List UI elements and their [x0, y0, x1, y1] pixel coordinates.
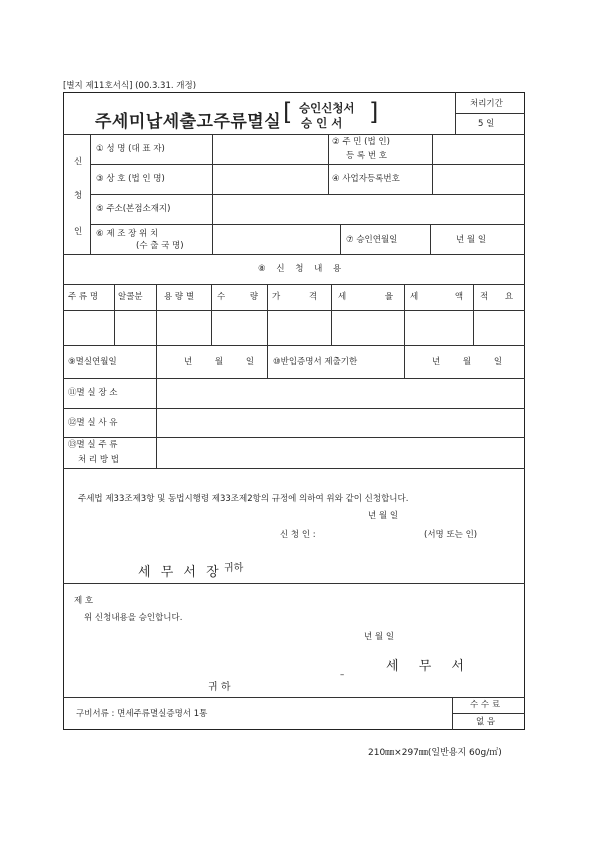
declaration-text: 주세법 제33조제3항 및 동법시행령 제33조제2항의 규정에 의하여 위와 같이 신청합니다. [78, 494, 409, 504]
column-quantity: 수 량 [217, 292, 259, 302]
disposal-method-label-1: ⑬멸 실 주 류 [68, 440, 118, 450]
approval-number-label: 제 호 [74, 596, 94, 606]
approval-office: 세 무 서 [386, 659, 472, 674]
disposal-method-field[interactable] [157, 438, 524, 467]
declaration-date: 년 월 일 [368, 511, 399, 521]
loss-place-label: ⑪멸 실 장 소 [68, 388, 118, 398]
approval-date-value: 년 월 일 [456, 235, 487, 245]
fee-label: 수 수 료 [470, 700, 501, 710]
disposal-method-label-2: 처 리 방 법 [78, 455, 119, 465]
address-field[interactable] [213, 195, 524, 223]
rrn-label-1: ② 주 민 (법 인) [332, 137, 390, 147]
form-number: [별지 제11호서식] (00.3.31. 개정) [63, 81, 197, 91]
factory-location-field[interactable] [213, 225, 339, 253]
applicant-sign-field[interactable] [330, 526, 410, 542]
addressee-honorific: 귀하 [224, 563, 244, 574]
loss-reason-field[interactable] [157, 409, 524, 436]
trade-name-label: ③ 상 호 (법 인 명) [96, 174, 165, 184]
details-row[interactable] [64, 311, 524, 344]
factory-location-label-1: ⑥ 제 조 장 위 치 [96, 229, 159, 239]
column-alcohol: 알콜분 [118, 292, 143, 302]
loss-date-label: ⑨멸실연월일 [68, 357, 117, 367]
applicant-side-label-3: 인 [74, 227, 83, 237]
column-remarks: 적 요 [480, 292, 514, 302]
title-option-approval: 승 인 서 [301, 116, 343, 130]
loss-place-field[interactable] [157, 379, 524, 407]
address-label: ⑤ 주소(본점소재지) [96, 204, 171, 214]
column-tax-amount: 세 액 [410, 292, 464, 302]
title-bracket-right: ] [369, 98, 379, 126]
title-bracket-left: [ [283, 98, 293, 126]
fee-value: 없 음 [476, 717, 496, 727]
trade-name-field[interactable] [213, 165, 327, 193]
approval-date: 년 월 일 [364, 632, 395, 642]
column-tax-rate: 세 율 [338, 292, 394, 302]
rrn-label-2: 등 록 번 호 [346, 151, 387, 161]
processing-label: 처리기간 [470, 99, 503, 109]
attachments-label: 구비서류 : 면세주류멸실증명서 1통 [76, 709, 208, 719]
title-option-application: 승인신청서 [299, 101, 355, 115]
approval-dash: – [340, 670, 345, 680]
deadline-value: 년 월 일 [432, 357, 503, 367]
approval-text: 위 신청내용을 승인합니다. [84, 613, 183, 623]
name-label: ① 성 명 (대 표 자) [96, 144, 165, 154]
rrn-field[interactable] [433, 135, 524, 163]
applicant-side-label-2: 청 [74, 191, 83, 201]
business-number-label: ④ 사업자등록번호 [332, 174, 400, 184]
processing-value: 5 일 [478, 119, 495, 129]
loss-date-value: 년 월 일 [184, 357, 255, 367]
form-title: 주세미납세출고주류멸실 [95, 112, 282, 132]
paper-spec: 210㎜×297㎜(일반용지 60g/㎡) [368, 748, 502, 758]
business-number-field[interactable] [433, 165, 524, 193]
approval-honorific: 귀 하 [208, 682, 231, 693]
applicant-sign-label: 신 청 인 : [280, 530, 316, 540]
loss-reason-label: ⑫멸 실 사 유 [68, 418, 118, 428]
details-heading: ⑧ 신 청 내 용 [258, 264, 346, 274]
column-price: 가 격 [272, 292, 318, 302]
addressee-office: 세 무 서 장 [138, 565, 222, 580]
column-volume: 용 량 별 [164, 292, 195, 302]
sign-or-seal-label: (서명 또는 인) [424, 530, 478, 540]
approval-date-label: ⑦ 승인연월일 [346, 235, 398, 245]
deadline-label: ⑩반입증명서 제출기한 [273, 357, 358, 367]
factory-location-label-2: (수 출 국 명) [136, 241, 184, 251]
applicant-side-label-1: 신 [74, 157, 83, 167]
column-liquor-name: 주 류 명 [68, 292, 99, 302]
name-field[interactable] [213, 135, 327, 163]
